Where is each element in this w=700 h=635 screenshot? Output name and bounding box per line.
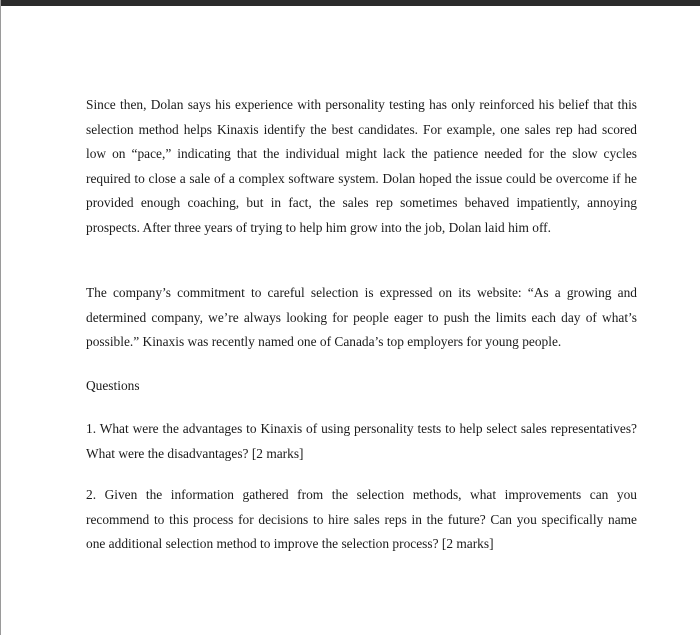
top-frame-bar (0, 0, 700, 6)
paragraph-dolan-experience: Since then, Dolan says his experience with personality testing has only reinforced his belief that this selection method helps Kinaxis identify the best candidates. For example, one sales rep had scored low on “pace,” indicating that the individual might lack the patience needed for the slow cycles required to close a sale of a complex software system. Dolan hoped the issue could be overcome if he provided enough coaching, but in fact, the sales rep sometimes behaved impatiently, annoying prospects. After three years of trying to help him grow into the job, Dolan laid him off. (86, 97, 637, 235)
page-left-edge (0, 0, 1, 635)
paragraph-company-commitment: The company’s commitment to careful selection is expressed on its website: “As a growing and determined company, we’re always looking for people eager to push the limits each day of what’s possible.” Kinaxis was recently named one of Canada’s top employers for young people. (86, 285, 637, 349)
questions-heading: Questions (86, 378, 140, 393)
question-1: 1. What were the advantages to Kinaxis of using personality tests to help select sales representatives? What were the disadvantages? [2 marks] (86, 421, 637, 461)
question-2: 2. Given the information gathered from the selection methods, what improvements can you recommend to this process for decisions to hire sales reps in the future? Can you specifically name one additional selection method to improve the selection process? [2 marks] (86, 487, 637, 551)
